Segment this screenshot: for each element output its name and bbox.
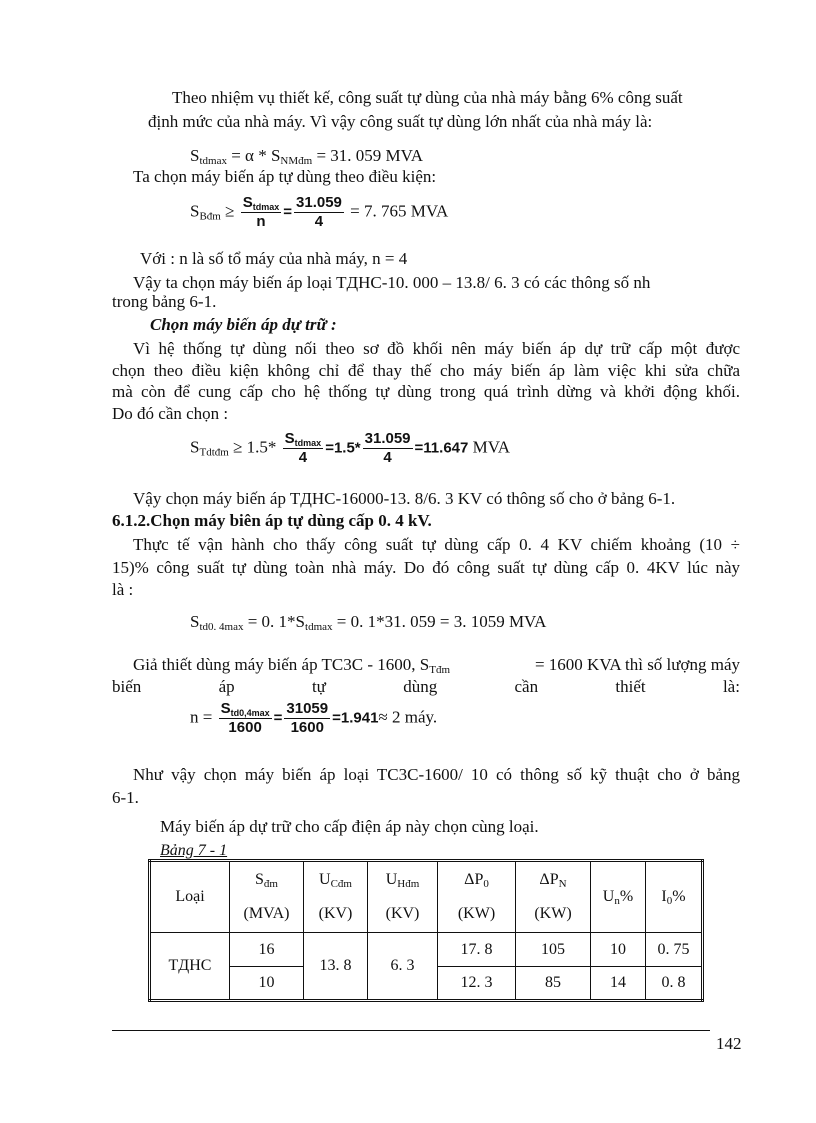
header-dpn: $\Delta P_N$ (KW) bbox=[516, 861, 591, 933]
paragraph-line: 15)% công suất tự dùng toàn nhà máy. Do đó công suất tự dùng cấp 0. 4KV lúc này bbox=[112, 558, 740, 577]
formula-sbdm: $S_{Bđm}$ ≥ $\frac{S_{tdmax}}{n}$ = $\frac{31.059}{4}$ = 7. 765 MVA bbox=[190, 194, 449, 230]
cell-sdm: 10 bbox=[230, 967, 304, 1001]
paragraph-line: là : bbox=[112, 580, 134, 599]
header-dp0: $\Delta P_0$ (KW) bbox=[438, 861, 516, 933]
cell-i0: 0. 75 bbox=[646, 933, 703, 967]
cell-uhdm: 6. 3 bbox=[368, 933, 438, 1001]
paragraph-line: Máy biến áp dự trữ cho cấp điện áp này chọn cùng loại. bbox=[160, 817, 539, 836]
paragraph-line: 6-1. bbox=[112, 788, 139, 807]
cell-dpn: 85 bbox=[516, 967, 591, 1001]
paragraph-line: Giả thiết dùng máy biến áp TC3C - 1600, S $_{Tđm}$ = 1600 KVA thì số lượng máy bbox=[133, 655, 740, 676]
paragraph-line: Thực tế vận hành cho thấy công suất tự dùng cấp 0. 4 KV chiếm khoảng (10 ÷ bbox=[133, 535, 740, 554]
transformer-spec-table bbox=[148, 859, 704, 1002]
paragraph-line: Vậy chọn máy biến áp TДHC-16000-13. 8/6. 3 KV có thông số cho ở bảng 6-1. bbox=[133, 489, 676, 508]
paragraph-line: chọn theo điều kiện không chỉ để thay thế cho máy biến áp làm việc khi sửa chữa bbox=[112, 361, 740, 380]
footer-rule bbox=[112, 1030, 710, 1031]
header-un: $U_n\%$ bbox=[591, 861, 646, 933]
cell-ucdm: 13. 8 bbox=[304, 933, 368, 1001]
fraction: $\frac{31.059}{4}$ bbox=[364, 430, 411, 466]
fraction: $\frac{S_{td0,4max}}{1600}$ bbox=[220, 700, 270, 736]
header-i0: $I_0\%$ bbox=[646, 861, 703, 933]
header-ucdm: $U_{Cđm}$ (KV) bbox=[304, 861, 368, 933]
paragraph-line: Như vậy chọn máy biến áp loại TC3C-1600/ 10 có thông số kỹ thuật cho ở bảng bbox=[133, 765, 740, 784]
paragraph-line: mà còn để cung cấp cho hệ thống tự dùng trong quá trình dừng và khởi động khối. bbox=[112, 382, 740, 401]
section-heading: Chọn máy biến áp dự trữ : bbox=[150, 315, 337, 334]
fraction: $\frac{31.059}{4}$ bbox=[296, 194, 342, 230]
table-header-row bbox=[150, 861, 703, 933]
cell-sdm: 16 bbox=[230, 933, 304, 967]
cell-dpn: 105 bbox=[516, 933, 591, 967]
paragraph-line: biến áp tự dùng cần thiết là: bbox=[112, 677, 740, 696]
header-sdm: $S_{đm}$ (MVA) bbox=[230, 861, 304, 933]
cell-i0: 0. 8 bbox=[646, 967, 703, 1001]
table-caption: Bảng 7 - 1 bbox=[160, 842, 228, 859]
paragraph-line: Do đó cần chọn : bbox=[112, 404, 229, 423]
page-number: 142 bbox=[716, 1034, 742, 1053]
paragraph-line: Với : n là số tổ máy của nhà máy, n = 4 bbox=[140, 249, 408, 268]
paragraph-line: định mức của nhà máy. Vì vậy công suất tự dùng lớn nhất của nhà máy là: bbox=[148, 112, 653, 131]
fraction: $\frac{S_{tdmax}}{4}$ bbox=[284, 430, 322, 466]
paragraph-line: Vì hệ thống tự dùng nối theo sơ đồ khối nên máy biến áp dự trữ cấp một được bbox=[133, 339, 740, 358]
cell-type: TДHC bbox=[150, 933, 230, 1001]
cell-dp0: 12. 3 bbox=[438, 967, 516, 1001]
section-heading: 6.1.2.Chọn máy biên áp tự dùng cấp 0. 4 kV. bbox=[112, 511, 432, 530]
cell-dp0: 17. 8 bbox=[438, 933, 516, 967]
formula-stdtdm: $S_{Tdtđm} \ge 1.5*$ $\frac{S_{tdmax}}{4}$ =1.5* $\frac{31.059}{4}$ =11.647 MVA bbox=[190, 430, 511, 466]
paragraph-line: trong bảng 6-1. bbox=[112, 292, 217, 311]
table-row bbox=[150, 933, 703, 967]
formula-n: n = $\frac{S_{td0,4max}}{1600}$ = $\frac{31059}{1600}$ =1.941≈ 2 máy. bbox=[190, 700, 438, 736]
formula-std04: $S_{td0. 4max} = 0$. $1*S_{tdmax} = 0$. 1*31. 059 = 3. 1059 MVA bbox=[190, 612, 547, 633]
formula-stdmax: $S_{tdmax} = \alpha * S_{NMđm} = 31$. 059 MVA bbox=[190, 146, 424, 167]
fraction: $\frac{31059}{1600}$ bbox=[286, 700, 329, 736]
cell-un: 14 bbox=[591, 967, 646, 1001]
cell-un: 10 bbox=[591, 933, 646, 967]
paragraph-line: Theo nhiệm vụ thiết kế, công suất tự dùng của nhà máy bằng 6% công suất bbox=[172, 88, 683, 107]
paragraph-line: Ta chọn máy biến áp tự dùng theo điều kiện: bbox=[133, 167, 437, 186]
fraction: $\frac{S_{tdmax}}{n}$ bbox=[242, 194, 280, 230]
header-loai: Loại bbox=[150, 861, 230, 933]
header-uhdm: $U_{Hđm}$ (KV) bbox=[368, 861, 438, 933]
paragraph-line: Vậy ta chọn máy biến áp loại TДHC-10. 000 – 13.8/ 6. 3 có các thông số nh bbox=[133, 273, 651, 292]
